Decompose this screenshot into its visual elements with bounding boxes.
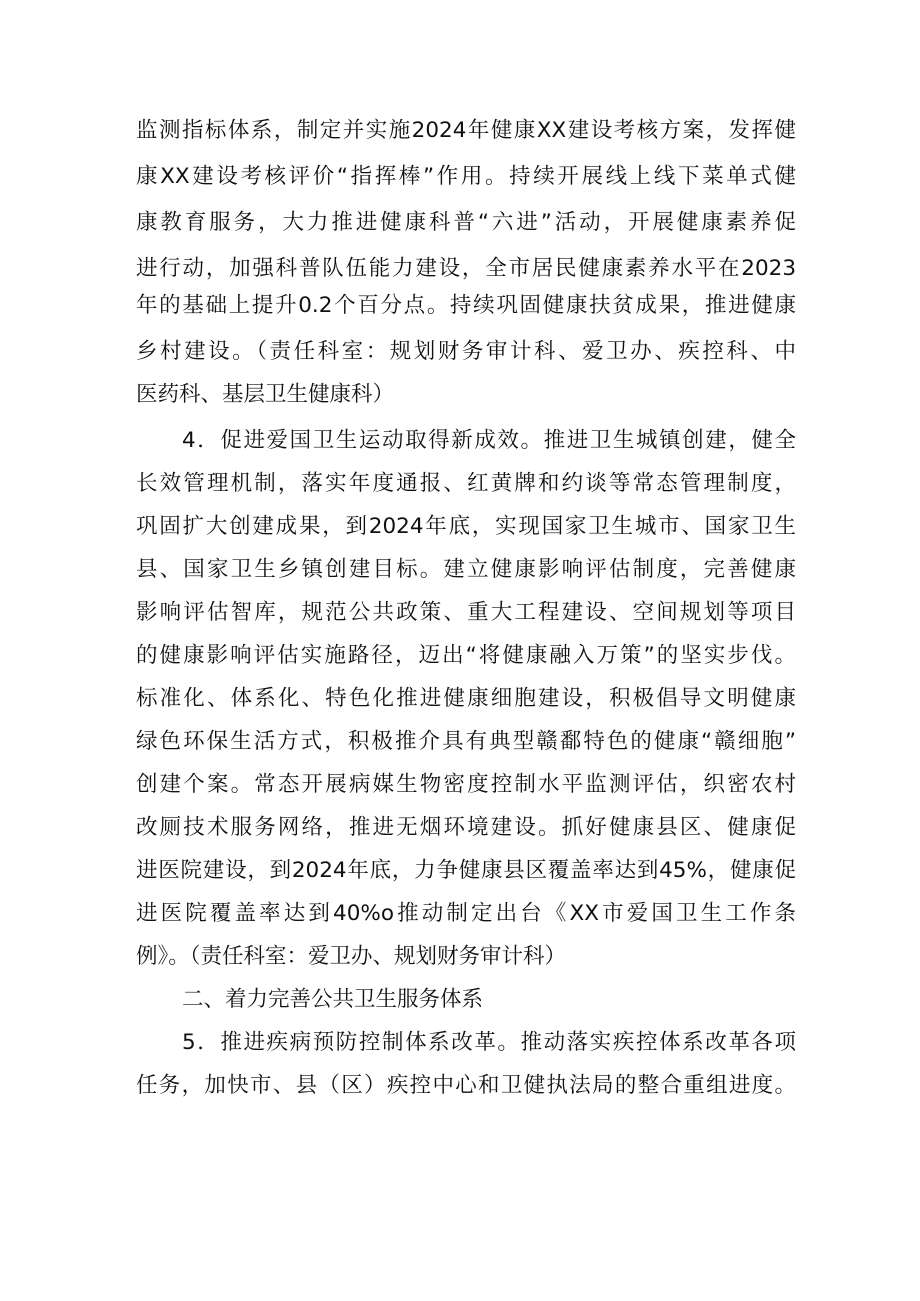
- paragraph-line: 年的基础上提升0.2个百分点。持续巩固健康扶贫成果，推进健康: [136, 293, 796, 318]
- item-4-first-line: 4．促进爱国卫生运动取得新成效。推进卫生城镇创建，健全: [182, 428, 796, 453]
- paragraph-line: 影响评估智库，规范公共政策、重大工程建设、空间规划等项目: [136, 600, 796, 625]
- paragraph-line: 医药科、基层卫生健康科）: [136, 382, 395, 407]
- paragraph-line: 的健康影响评估实施路径，迈出“将健康融入万策”的坚实步伐。: [136, 643, 796, 668]
- paragraph-line: 例》。（责任科室：爱卫办、规划财务审计科）: [136, 944, 567, 969]
- paragraph-line: 长效管理机制，落实年度通报、红黄牌和约谈等常态管理制度，: [136, 471, 796, 496]
- item-5-first-line: 5．推进疾病预防控制体系改革。推动落实疾控体系改革各项: [182, 1030, 796, 1055]
- paragraph-line: 任务，加快市、县（区）疾控中心和卫健执法局的整合重组进度。: [136, 1073, 796, 1098]
- paragraph-line: 绿色环保生活方式，积极推介具有典型赣鄱特色的健康“赣细胞”: [136, 729, 796, 754]
- paragraph-line: 监测指标体系，制定并实施2024年健康XX建设考核方案，发挥健: [136, 118, 796, 143]
- paragraph-line: 康教育服务，大力推进健康科普“六进”活动，开展健康素养促: [136, 210, 796, 235]
- paragraph-line: 进医院覆盖率达到40%o推动制定出台《XX市爱国卫生工作条: [136, 901, 796, 926]
- paragraph-line: 标准化、体系化、特色化推进健康细胞建设，积极倡导文明健康: [136, 686, 796, 711]
- paragraph-line: 进行动，加强科普队伍能力建设，全市居民健康素养水平在2023: [136, 256, 796, 281]
- paragraph-line: 创建个案。常态开展病媒生物密度控制水平监测评估，织密农村: [136, 772, 796, 797]
- paragraph-line: 乡村建设。（责任科室：规划财务审计科、爱卫办、疾控科、中: [136, 339, 796, 364]
- paragraph-line: 康XX建设考核评价“指挥棒”作用。持续开展线上线下菜单式健: [136, 164, 796, 189]
- paragraph-line: 进医院建设，到2024年底，力争健康县区覆盖率达到45%，健康促: [136, 858, 796, 883]
- paragraph-line: 改厕技术服务网络，推进无烟环境建设。抓好健康县区、健康促: [136, 815, 796, 840]
- section-heading: 二、着力完善公共卫生服务体系: [182, 987, 484, 1012]
- paragraph-line: 巩固扩大创建成果，到2024年底，实现国家卫生城市、国家卫生: [136, 514, 796, 539]
- paragraph-line: 县、国家卫生乡镇创建目标。建立健康影响评估制度，完善健康: [136, 557, 796, 582]
